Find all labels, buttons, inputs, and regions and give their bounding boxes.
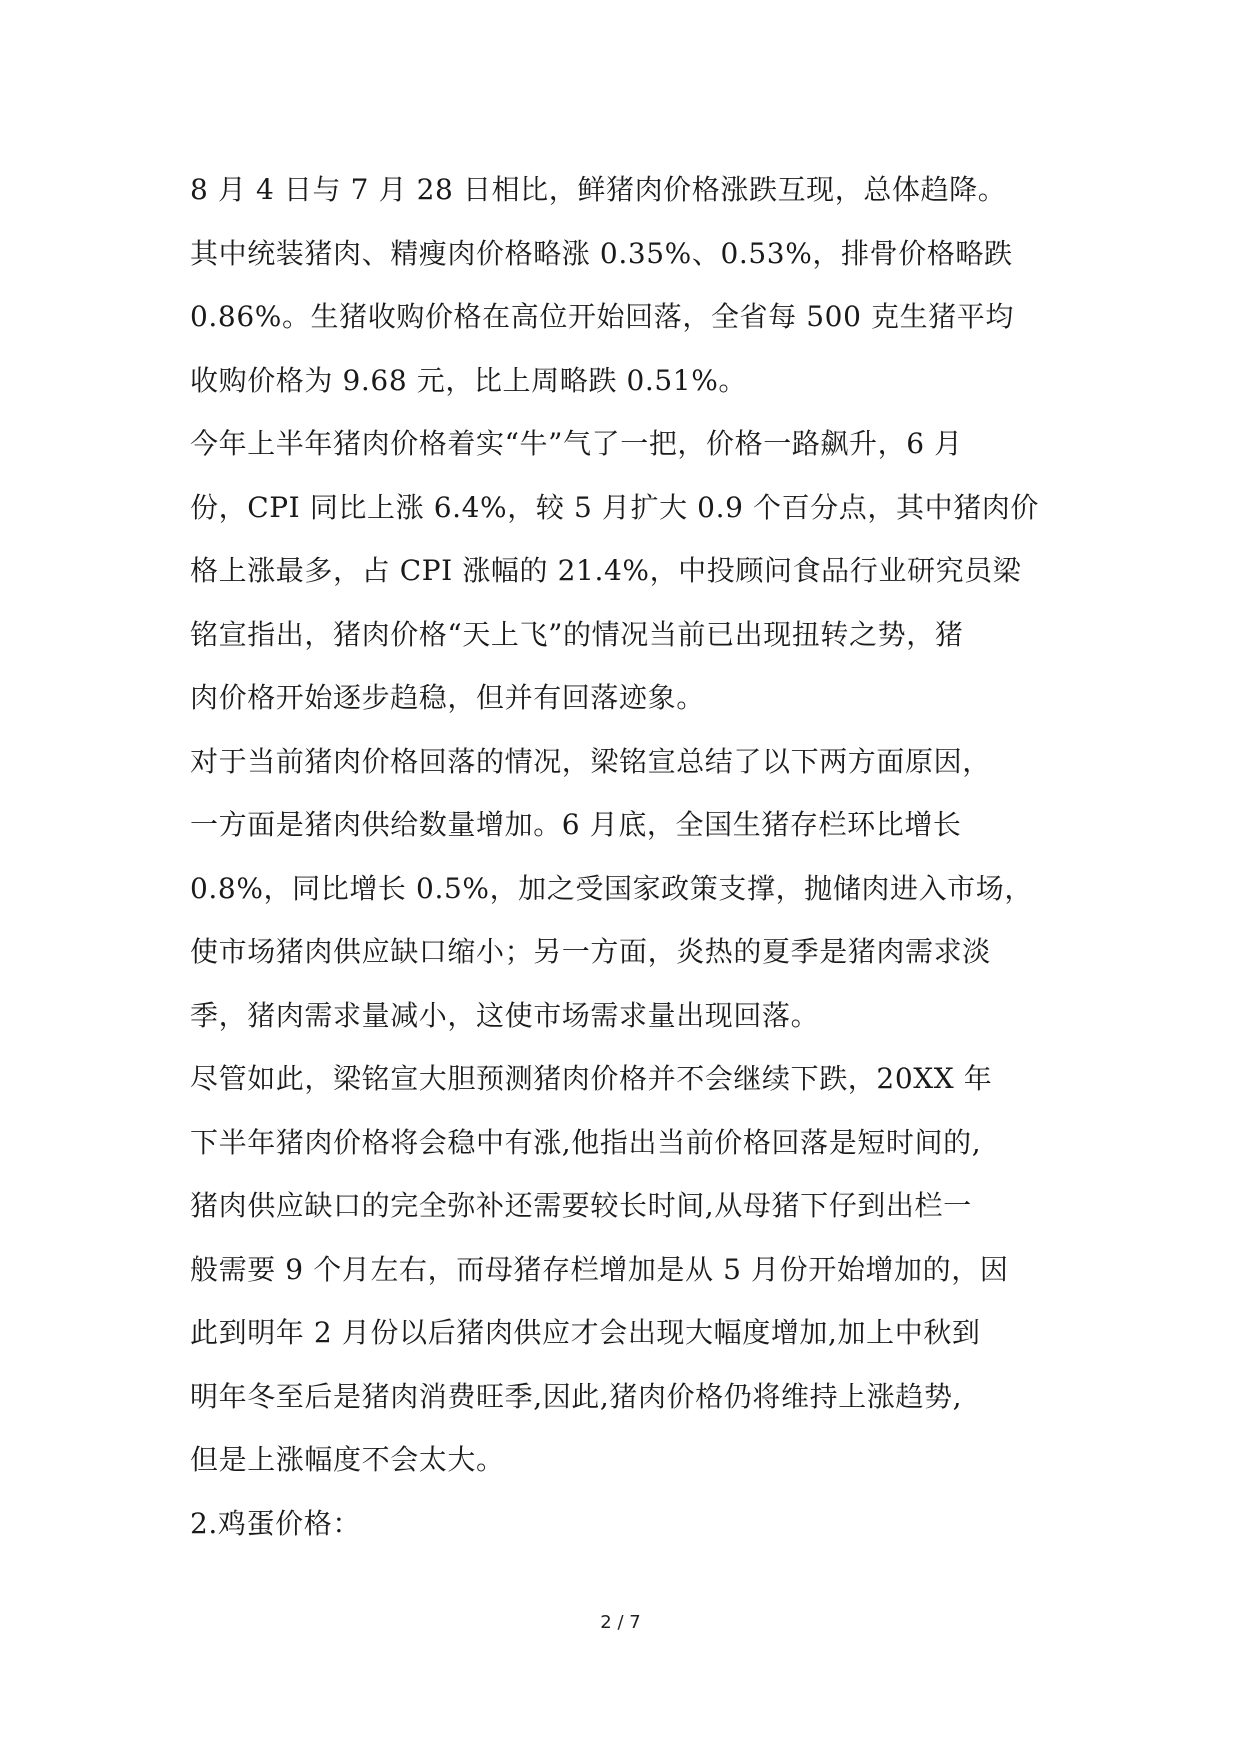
text-line: 8 月 4 日与 7 月 28 日相比，鲜猪肉价格涨跌互现，总体趋降。 <box>190 173 1007 206</box>
text-line: 明年冬至后是猪肉消费旺季,因此,猪肉价格仍将维持上涨趋势, <box>190 1379 963 1413</box>
text-line: 尽管如此，梁铭宣大胆预测猪肉价格并不会继续下跌，20XX 年 <box>190 1062 993 1095</box>
text-line: 使市场猪肉供应缺口缩小；另一方面，炎热的夏季是猪肉需求淡 <box>190 935 991 968</box>
text-line: 但是上涨幅度不会太大。 <box>190 1443 505 1476</box>
page-number: 2 / 7 <box>600 1612 641 1633</box>
text-line: 对于当前猪肉价格回落的情况，梁铭宣总结了以下两方面原因， <box>190 744 991 778</box>
document-body <box>190 158 1060 1555</box>
text-line: 般需要 9 个月左右，而母猪存栏增加是从 5 月份开始增加的，因 <box>190 1252 1009 1286</box>
text-line: 今年上半年猪肉价格着实“牛”气了一把，价格一路飙升，6 月 <box>190 427 963 460</box>
text-line: 其中统装猪肉、精瘦肉价格略涨 0.35%、0.53%，排骨价格略跌 <box>190 236 1013 270</box>
text-line: 收购价格为 9.68 元，比上周略跌 0.51%。 <box>190 363 747 397</box>
text-line: 此到明年 2 月份以后猪肉供应才会出现大幅度增加,加上中秋到 <box>190 1316 981 1349</box>
text-line: 一方面是猪肉供给数量增加。6 月底，全国生猪存栏环比增长 <box>190 808 962 841</box>
text-line: 格上涨最多，占 CPI 涨幅的 21.4%，中投顾问食品行业研究员梁 <box>190 554 1022 587</box>
text-line: 铭宣指出，猪肉价格“天上飞”的情况当前已出现扭转之势，猪 <box>190 617 964 651</box>
text-line: 季，猪肉需求量减小，这使市场需求量出现回落。 <box>190 998 820 1032</box>
text-line: 猪肉供应缺口的完全弥补还需要较长时间,从母猪下仔到出栏一 <box>190 1189 972 1222</box>
text-line: 0.86%。生猪收购价格在高位开始回落，全省每 500 克生猪平均 <box>190 300 1014 333</box>
text-line: 肉价格开始逐步趋稳，但并有回落迹象。 <box>190 681 705 714</box>
text-line: 份，CPI 同比上涨 6.4%，较 5 月扩大 0.9 个百分点，其中猪肉价 <box>190 490 1040 524</box>
text-line: 下半年猪肉价格将会稳中有涨,他指出当前价格回落是短时间的, <box>190 1125 982 1159</box>
section-heading: 2.鸡蛋价格： <box>190 1506 361 1540</box>
text-line: 0.8%，同比增长 0.5%，加之受国家政策支撑，抛储肉进入市场， <box>190 871 1033 905</box>
